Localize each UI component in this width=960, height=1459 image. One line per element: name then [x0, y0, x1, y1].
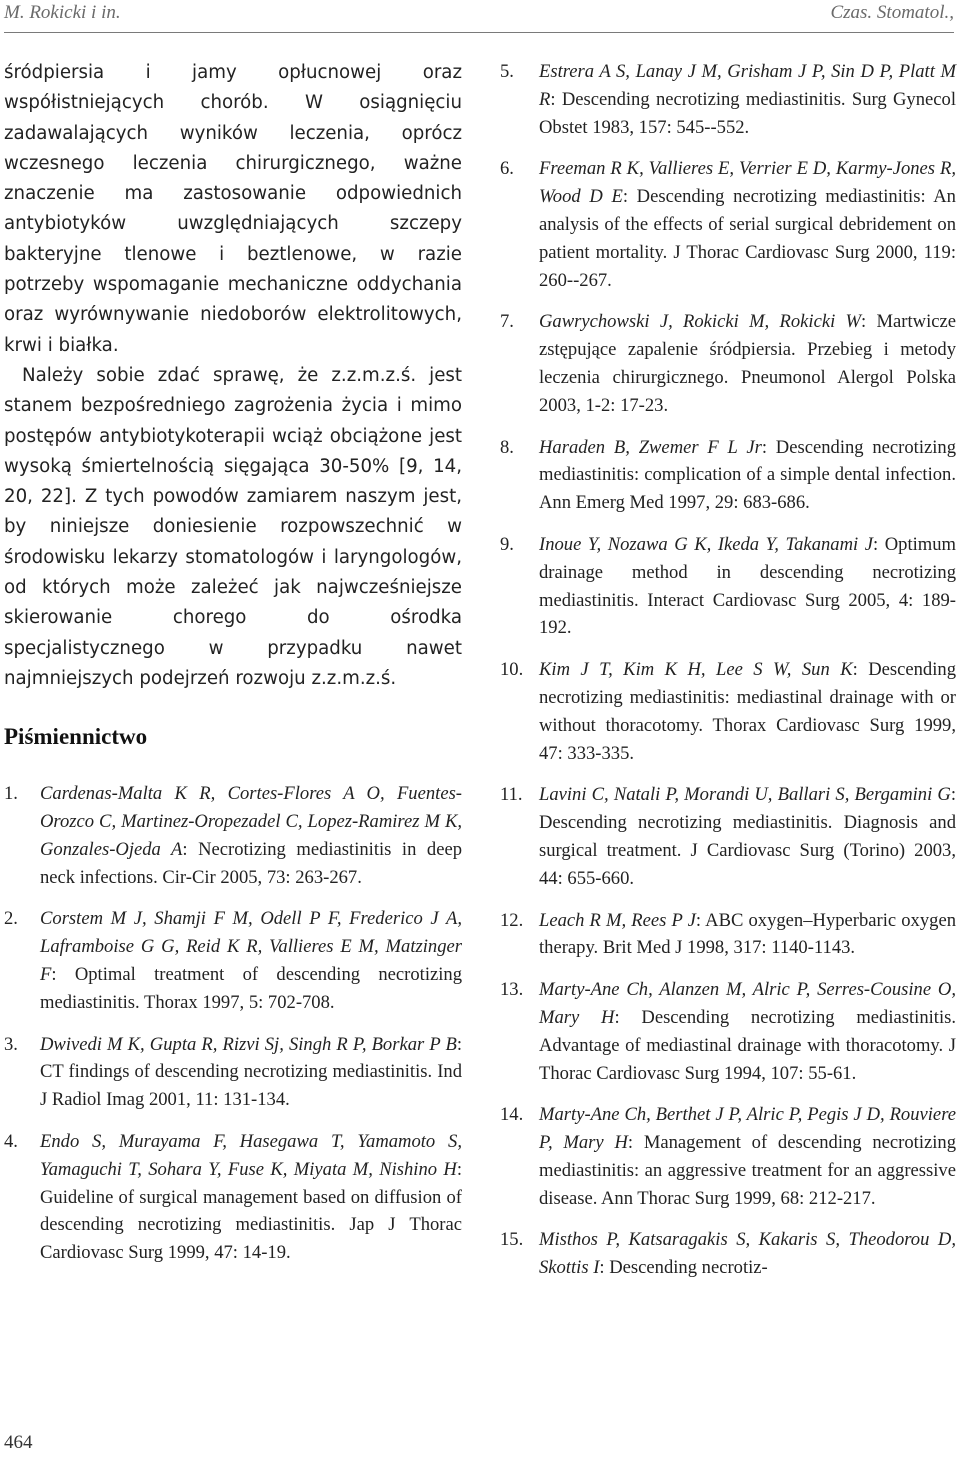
running-head	[4, 0, 954, 36]
reference-item: 15. Misthos P, Katsaragakis S, Kakaris S, Theodorou D, Skottis I: Descending necrotiz-	[500, 1229, 956, 1279]
right-column	[500, 58, 956, 1296]
running-head-journal: Czas. Stomatol.,	[830, 2, 954, 23]
reference-item: 8. Haraden B, Zwemer F L Jr: Descending necrotizing mediastinitis: complication of a simple dental infection. Ann Emerg Med 1997, 29: 683-686.	[500, 436, 957, 514]
reference-item: 5. Estrera A S, Lanay J M, Grisham J P, Sin D P, Platt M R: Descending necrotizing mediastinitis. Surg Gynecol Obstet 1983, 157: 545--552.	[500, 61, 956, 138]
body-paragraph-1: śródpiersia i jamy opłucnowej oraz współistniejących chorób. W osiągnięciu zadawalających wyników leczenia, oprócz wczesnego leczenia chirurgicznego, ważne znaczenie ma zastosowanie odpowiednich antybiotyków uwzględniających szczepy bakteryjne tlenowe i beztlenowe, w razie potrzeby wspomaganie mechaniczne oddychania oraz wyrównywanie niedoborów elektrolitowych, krwi i białka.	[4, 62, 462, 356]
header-rule	[4, 32, 954, 33]
reference-item: 10. Kim J T, Kim K H, Lee S W, Sun K: Descending necrotizing mediastinitis: mediastinal drainage with or without thoracotomy. Thorax Cardiovasc Surg 1999, 47: 333-335.	[500, 659, 956, 764]
reference-item: 13. Marty-Ane Ch, Alanzen M, Alric P, Serres-Cousine O, Mary H: Descending necrotizing mediastinitis. Advantage of mediastinal drainage with thoracotomy. J Thorac Cardiovasc Surg 1994, 107: 55-61.	[500, 979, 956, 1084]
reference-list-right	[500, 58, 956, 1282]
reference-item: 2. Corstem M J, Shamji F M, Odell P F, Frederico J A, Laframboise G G, Reid K R, Vallieres E M, Matzinger F: Optimal treatment of descending necrotizing mediastinitis. Thorax 1997, 5: 702-708.	[4, 908, 462, 1013]
reference-item: 12. Leach R M, Rees P J: ABC oxygen–Hyperbaric oxygen therapy. Brit Med J 1998, 317: 1140-1143.	[500, 909, 956, 959]
reference-item: 4. Endo S, Murayama F, Hasegawa T, Yamamoto S, Yamaguchi T, Sohara Y, Fuse K, Miyata M, Nishino H: Guideline of surgical management based on diffusion of descending necrotizing mediastinitis. Jap J Thorac Cardiovasc Surg 1999, 47: 14-19.	[4, 1131, 462, 1264]
reference-item: 7. Gawrychowski J, Rokicki M, Rokicki W: Martwicze zstępujące zapalenie śródpiersia. Przebieg i metody leczenia chirurgicznego. Pneumonol Alergol Polska 2003, 1-2: 17-23.	[500, 311, 957, 416]
reference-list-left	[4, 780, 462, 1267]
running-head-authors: M. Rokicki i in.	[4, 2, 121, 23]
reference-item: 11. Lavini C, Natali P, Morandi U, Ballari S, Bergamini G: Descending necrotizing mediastinitis. Diagnosis and surgical treatment. J Cardiovasc Surg (Torino) 2003, 44: 655-660.	[500, 784, 956, 889]
reference-item: 1. Cardenas-Malta K R, Cortes-Flores A O, Fuentes-Orozco C, Martinez-Oropezadel C, Lopez-Ramirez M K, Gonzales-Ojeda A: Necrotizing mediastinitis in deep neck infections. Cir-Cir 2005, 73: 263-267.	[4, 783, 462, 888]
references-heading: Piśmiennictwo	[4, 724, 148, 750]
reference-item: 6. Freeman R K, Vallieres E, Verrier E D, Karmy-Jones R, Wood D E: Descending necrotizing mediastinitis: An analysis of the effects of serial surgical debridement on patient mortality. J Thorac Cardiovasc Surg 2000, 119: 260--267.	[500, 158, 956, 291]
body-paragraph-2: Należy sobie zdać sprawę, że z.z.m.z.ś. jest stanem bezpośredniego zagrożenia życia i mimo postępów antybiotykoterapii wciąż obciążone jest wysoką śmiertelnością sięgająca 30-50% [9, 14, 20, 22]. Z tych powodów zamiarem naszym jest, by niniejsze doniesienie rozpowszechnić w środowisku lekarzy stomatologów i laryngologów, od których może zależeć jak najwcześniejsze skierowanie chorego do ośrodka specjalistycznego w przypadku nawet najmniejszych podejrzeń rozwoju z.z.m.z.ś.	[4, 364, 462, 689]
reference-item: 9. Inoue Y, Nozawa G K, Ikeda Y, Takanami J: Optimum drainage method in descending necrotizing mediastinitis. Interact Cardiovasc Surg 2005, 4: 189-192.	[500, 533, 957, 639]
left-column	[4, 58, 462, 1281]
reference-item: 14. Marty-Ane Ch, Berthet J P, Alric P, Pegis J D, Rouviere P, Mary H: Management of descending necrotizing mediastinitis: an aggressive treatment for an aggressive disease. Ann Thorac Surg 1999, 68: 212-217.	[500, 1104, 956, 1209]
reference-item: 3. Dwivedi M K, Gupta R, Rizvi Sj, Singh R P, Borkar P B: CT findings of descending necrotizing mediastinitis. Ind J Radiol Imag 2001, 11: 131-134.	[4, 1033, 462, 1111]
page-number: 464	[4, 1432, 33, 1453]
